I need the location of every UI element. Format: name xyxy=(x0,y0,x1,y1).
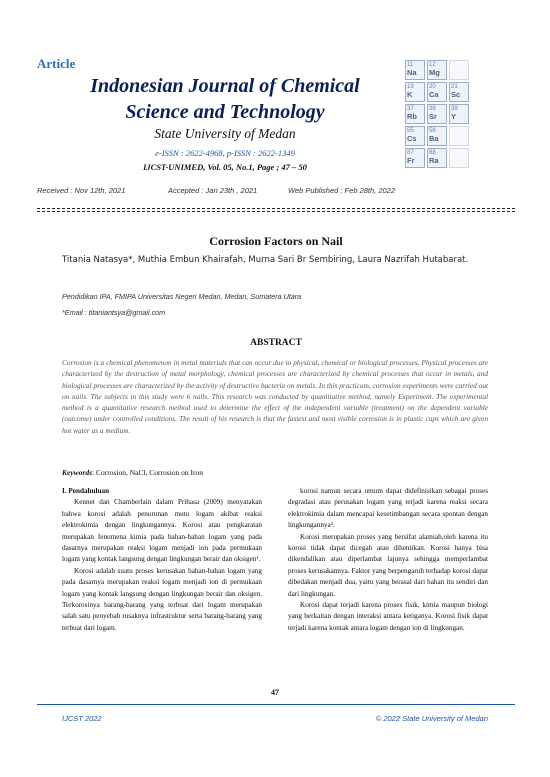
element-cell xyxy=(449,60,469,80)
article-label: Article xyxy=(37,56,76,71)
body-paragraph: korosi namun secara umum dapat didefinisikan sebagai proses degradasi atau perusakan logam yang terjadi karena reaksi secara elektrokimia dalam mencapai kesetimbangan secara spontan dengan lingkungannya². xyxy=(288,487,488,530)
left-column xyxy=(62,486,262,634)
element-number: 21 xyxy=(451,84,458,90)
element-symbol: Y xyxy=(451,112,457,121)
affiliation: Pendidikan IPA, FMIPA Universitas Negeri Medan, Medan, Sumatera Utara xyxy=(62,292,302,301)
element-number: 87 xyxy=(407,150,414,156)
element-symbol: Ra xyxy=(429,156,439,165)
element-cell xyxy=(427,104,447,124)
published-date: Web Published ; Feb 28th, 2022 xyxy=(288,186,396,195)
element-symbol: Sc xyxy=(451,90,461,99)
abstract-heading: ABSTRACT xyxy=(250,338,302,348)
author-list: Titania Natasya*, Muthia Embun Khairafah, Murna Sari Br Sembiring, Laura Nazrifah Hutabarat. xyxy=(62,255,469,265)
body-paragraph: Korosi dapat terjadi karena proses fisik, kimia maupun biologi yang berkaitan dengan interaksi antara ketiganya. Korosi fisik dapat terjadi karena kontak antara logam dengan ion di lingkungan. xyxy=(288,601,488,632)
keywords-values: : Corrosion, NaCl, Corrosion on Iron xyxy=(92,468,204,477)
element-cell xyxy=(405,82,425,102)
element-number: 39 xyxy=(451,106,458,112)
element-symbol: Cs xyxy=(407,134,417,143)
keywords-line xyxy=(62,468,203,477)
element-symbol: Na xyxy=(407,68,417,77)
element-symbol: K xyxy=(407,90,413,99)
element-cell xyxy=(405,126,425,146)
element-cell xyxy=(405,104,425,124)
element-number: 88 xyxy=(429,150,436,156)
element-cell xyxy=(427,148,447,168)
section-heading: I. Pendahuluan xyxy=(62,487,110,495)
element-number: 37 xyxy=(407,106,414,112)
element-cell xyxy=(449,148,469,168)
element-symbol: Rb xyxy=(407,112,417,121)
paper-title: Corrosion Factors on Nail xyxy=(209,234,343,248)
element-number: 20 xyxy=(429,84,436,90)
footer-copyright: © 2022 State University of Medan xyxy=(375,714,488,723)
header-divider-second xyxy=(37,211,515,212)
element-cell xyxy=(449,104,469,124)
element-number: 11 xyxy=(407,62,414,68)
element-cell xyxy=(427,82,447,102)
body-paragraph: Korosi merupakan proses yang bersifat alamiah,oleh karena itu korosi tidak dapat dicegah atau dihentikan. Korosi hanya bisa dikendalikan atau diperlambat lajunya sehingga memperlambat proses kerusakannya. Faktor yang berpengaruh terhadap korosi dapat dibedakan menjadi dua, yaitu yang berasal dari bahan itu sendiri dan dari lingkungan. xyxy=(288,532,488,598)
element-number: 56 xyxy=(429,128,436,134)
contact-email: *Email : titaniantsya@gmail.com xyxy=(62,308,166,317)
journal-title-line2: Science and Technology xyxy=(125,101,325,123)
periodic-table-logo xyxy=(391,46,515,184)
body-paragraph: Korosi adalah suatu proses kerusakan bahan-bahan logam yang pada dasarnya merupakan reaksi logam menjadi ion di permukaan logam yang kontak langsung dengan lingkungan berair dan oksigen. Terkorosinya barang-barang yang terbuat dari logam merupakan salah satu penyebab rusaknya infrastruktur serta barang-barang yang terbuat dari logam. xyxy=(62,566,262,632)
element-cell xyxy=(449,82,469,102)
abstract-text: Corrosion is a chemical phenomenon in metal materials that can occur due to physical, chemical or biological processes. Physical processes are characterized by the destruction of metal morphology, chemical processes are characterized by chemical processes that occur in metals, and biological processes are characterized by the activity of destructive bacteria on metals. In this practicum, corrosion experiments were carried out on nails. The subjects in this study were 6 nails. This research was conducted by quantitative method, namely Experiment. The experimental method is a quantitative research method used to determine the effect of the independent variable (treatment) on the dependent variable (outcome) under controlled conditions. The result of his research is that the fastest and most visible corrosion is in plastic cups which are given hot water as a medium. xyxy=(62,358,488,435)
element-cell xyxy=(405,60,425,80)
body-paragraph: Kennet dan Chamberlain dalam Prihasa (2009) menyatakan bahwa korosi adalah penurunan mutu logam akibat reaksi elektrokimia dengan lingkungannya. Korosi atau pengkaratan merupakan fenomena kimia pada bahan-bahan logam yang pada dasarnya merupakan reaksi logam menjadi ion pada permukaan logam yang kontak langsung dengan lingkungan berair dan oksigen¹. xyxy=(62,498,262,564)
page-number: 47 xyxy=(271,688,279,697)
element-symbol: Ca xyxy=(429,90,439,99)
header-divider xyxy=(37,208,515,209)
element-cell xyxy=(427,126,447,146)
element-symbol: Sr xyxy=(429,112,437,121)
journal-title-line1: Indonesian Journal of Chemical xyxy=(90,75,360,97)
element-cell xyxy=(405,148,425,168)
element-symbol: Ba xyxy=(429,134,439,143)
element-symbol: Mg xyxy=(429,68,440,77)
element-number: 12 xyxy=(429,62,436,68)
issn-line: e-ISSN : 2622-4968, p-ISSN : 2622-1349 xyxy=(155,148,295,158)
element-number: 55 xyxy=(407,128,414,134)
element-number: 38 xyxy=(429,106,436,112)
element-cell xyxy=(427,60,447,80)
footer-divider xyxy=(37,704,515,705)
right-column xyxy=(288,486,488,634)
university-name: State University of Medan xyxy=(154,126,296,141)
element-symbol: Fr xyxy=(407,156,415,165)
received-date: Received : Nov 12th, 2021 xyxy=(37,186,126,195)
element-number: 19 xyxy=(407,84,414,90)
volume-line: IJCST-UNIMED, Vol. 05, No.1, Page ; 47 – 50 xyxy=(143,162,307,172)
element-cell xyxy=(449,126,469,146)
footer-journal: IJCST 2022 xyxy=(62,714,102,723)
accepted-date: Accepted : Jan 23th , 2021 xyxy=(168,186,258,195)
keywords-label: Keywords xyxy=(62,468,92,477)
